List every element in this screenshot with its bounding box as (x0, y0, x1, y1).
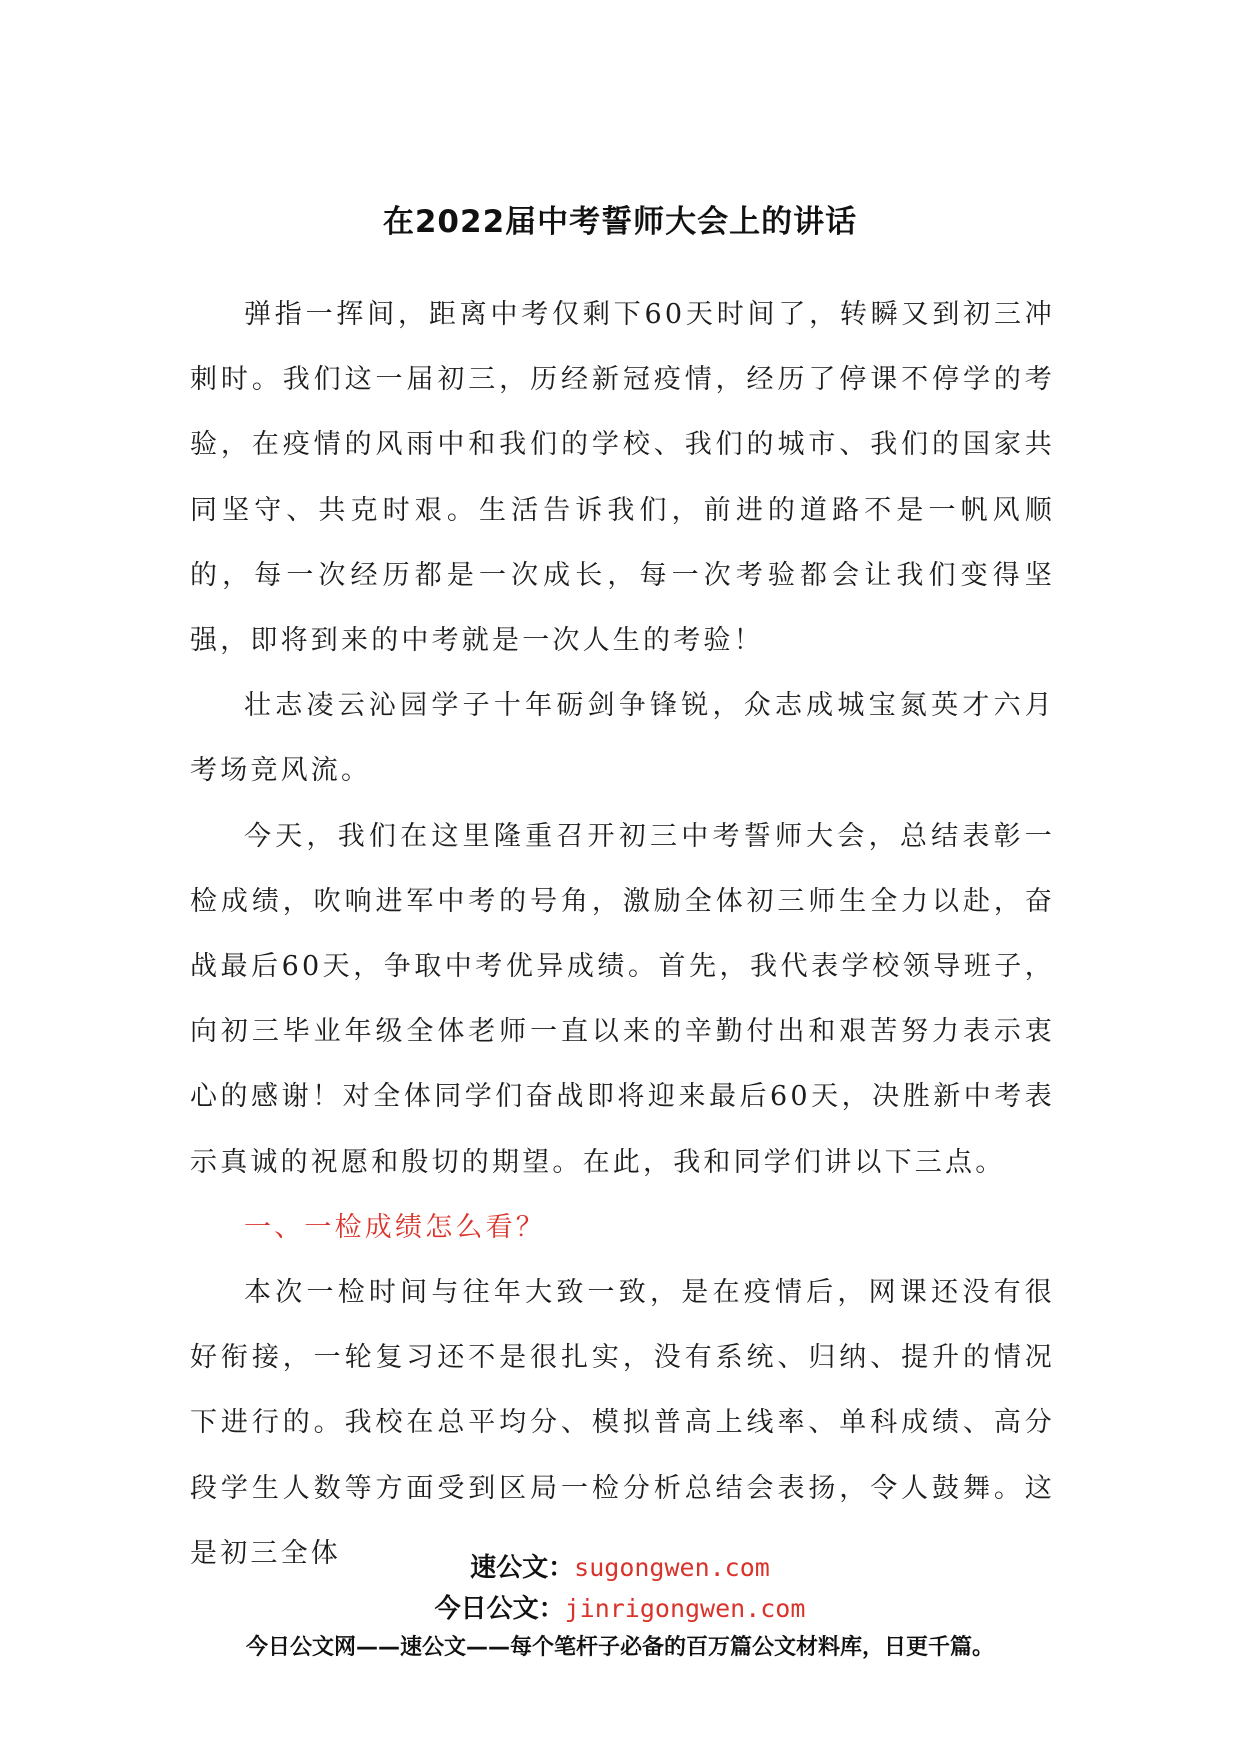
document-title: 在2022届中考誓师大会上的讲话 (382, 204, 858, 240)
footer-slogan: 今日公文网——速公文——每个笔杆子必备的百万篇公文材料库，日更千篇。 (245, 1635, 994, 1660)
document-body (190, 282, 1055, 1586)
footer-sugongwen-label: 速公文： (470, 1553, 575, 1583)
footer-sugongwen (0, 1547, 1240, 1584)
footer-jinrigongwen (0, 1588, 1240, 1625)
footer-sugongwen-link[interactable]: sugongwen.com (574, 1553, 770, 1582)
footer-jinrigongwen-label: 今日公文： (434, 1594, 565, 1624)
paragraph-section-one: 本次一检时间与往年大致一致，是在疫情后，网课还没有很好衔接，一轮复习还不是很扎实，没有系统、归纳、提升的情况下进行的。我校在总平均分、模拟普高上线率、单科成绩、高分段学生人数等方面受到区局一检分析总结会表扬，令人鼓舞。这是初三全体 (190, 1277, 1055, 1569)
footer-jinrigongwen-link[interactable]: jinrigongwen.com (564, 1594, 806, 1623)
paragraph-slogan: 壮志凌云沁园学子十年砺剑争锋锐，众志成城宝氮英才六月考场竞风流。 (190, 690, 1055, 787)
paragraph-intro: 弹指一挥间，距离中考仅剩下60天时间了，转瞬又到初三冲刺时。我们这一届初三，历经新冠疫情，经历了停课不停学的考验，在疫情的风雨中和我们的学校、我们的城市、我们的国家共同坚守、共克时艰。生活告诉我们，前进的道路不是一帆风顺的，每一次经历都是一次成长，每一次考验都会让我们变得坚强，即将到来的中考就是一次人生的考验！ (190, 299, 1055, 657)
section-heading: 一、一检成绩怎么看？ (244, 1211, 546, 1243)
paragraph-meeting: 今天，我们在这里隆重召开初三中考誓师大会，总结表彰一检成绩，吹响进军中考的号角，激励全体初三师生全力以赴，奋战最后60天，争取中考优异成绩。首先，我代表学校领导班子，向初三毕业年级全体老师一直以来的辛勤付出和艰苦努力表示衷心的感谢！对全体同学们奋战即将迎来最后60天，决胜新中考表示真诚的祝愿和殷切的期望。在此，我和同学们讲以下三点。 (190, 820, 1055, 1178)
